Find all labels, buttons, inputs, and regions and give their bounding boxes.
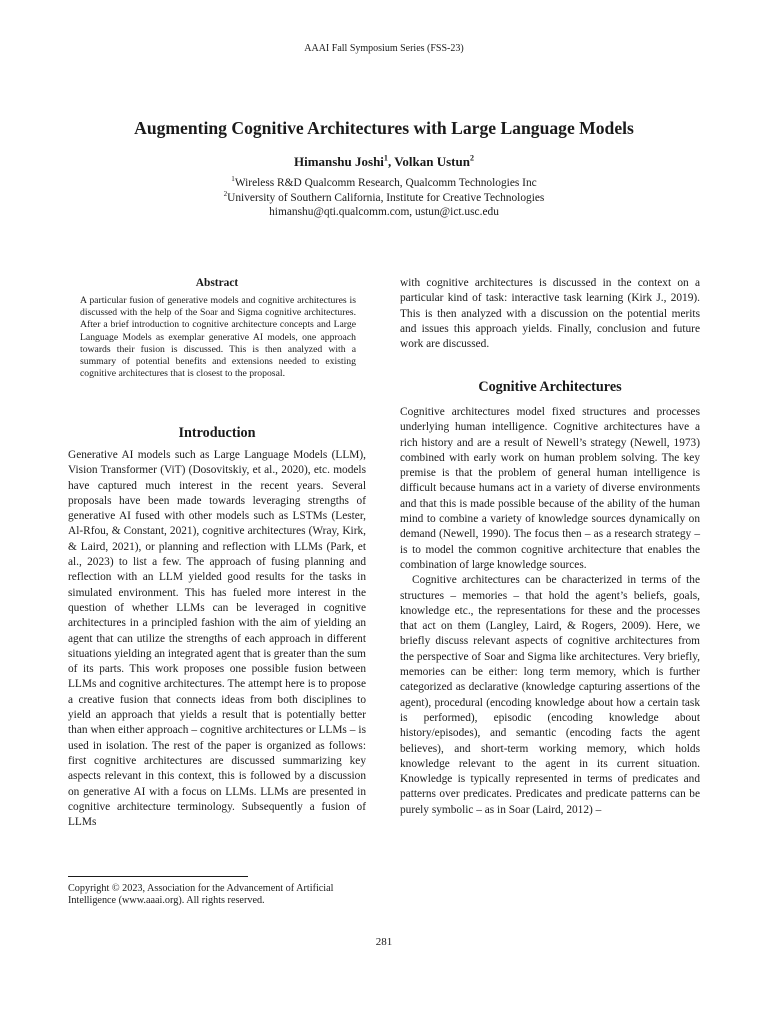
running-header: AAAI Fall Symposium Series (FSS-23) <box>304 43 464 54</box>
author-name-2: Volkan Ustun <box>394 154 470 169</box>
introduction-continuation <box>400 276 700 352</box>
affiliation-mark-2: 2 <box>223 189 228 198</box>
introduction-paragraph: Generative AI models such as Large Language Models (LLM), Vision Transformer (ViT) (Dosovitskiy, et al., 2020), etc. models have captured much interest in the recent years. Several proposals have been made towards leveraging strengths of generative AI fused with other models such as LSTMs (Lester, Al-Rfou, & Constant, 2021), cognitive architectures (Wray, Kirk, & Laird, 2021), or planning and reflection with LLMs (Park, et al., 2023) to list a few. The approach of fusing planning and reflection with an LLM yielded good results for the tasks in simulated environment. This has fueled more interest in the question of whether LLMs can be leveraged in cognitive architectures in a principled fashion with the aim of yielding an agent that can utilize the strengths of each approach in different situations yielding an integrated agent that is greater than the sum of its parts. This work proposes one possible fusion between LLMs and cognitive architectures. The attempt here is to propose a creative fusion that connects ideas from both disciplines to yield an approach that yields a result that is potentially better than when either approach – cognitive architectures or LLMs – is used in isolation. The rest of the paper is organized as follows: first cognitive architectures are discussed summarizing key aspects relevant in this context, this is followed by a discussion on generative AI with a focus on LLMs. LLMs are presented in cognitive architecture terminology. Subsequently a fusion of LLMs <box>68 449 367 829</box>
affiliation-text-2: University of Southern California, Institute for Creative Technologies <box>227 191 545 204</box>
page-number: 281 <box>375 936 393 948</box>
author-line <box>0 154 768 170</box>
footnote-rule <box>68 876 248 877</box>
cognitive-architectures-body <box>400 405 700 818</box>
affiliation-1 <box>0 176 768 191</box>
introduction-continuation-paragraph: with cognitive architectures is discussed in the context on a particular kind of task: interactive task learning (Kirk J., 2019). This is then analyzed with a discussion on the potential merits and issues this approach yields. Finally, conclusion and future work are discussed. <box>400 277 700 351</box>
affiliation-mark-1: 1 <box>231 175 235 184</box>
author-name-1: Himanshu Joshi <box>293 154 384 169</box>
author-emails: himanshu@qti.qualcomm.com, ustun@ict.usc.edu <box>269 206 499 219</box>
affiliation-text-1: Wireless R&D Qualcomm Research, Qualcomm Technologies Inc <box>234 177 537 189</box>
paper-title: Augmenting Cognitive Architectures with Large Language Models <box>134 118 634 138</box>
introduction-heading: Introduction <box>178 425 256 441</box>
author-separator: , <box>387 154 395 169</box>
introduction-body <box>68 448 366 830</box>
author-affil-mark-1: 1 <box>383 153 388 163</box>
copyright-footnote: Copyright © 2023, Association for the Advancement of Artificial Intelligence (www.aaai.org). All rights reserved. <box>68 883 334 906</box>
cognitive-architectures-heading: Cognitive Architectures <box>478 379 622 395</box>
author-affil-mark-2: 2 <box>469 153 475 163</box>
cognitive-architectures-paragraph-1: Cognitive architectures model fixed structures and processes underlying human intelligence. Cognitive architectures have a rich history and are a result of Newell’s strategy (Newell, 1973) combined with early work on human problem solving. The key premise is that the problem of general human intelligence is difficult because humans act in a variety of diverse environments and that this is made possible because of the ability of the human mind to combine a variety of knowledge sources dynamically on demand (Newell, 1990). The focus then – as a research strategy – is to model the common cognitive architecture that enables the combination of large knowledge sources. <box>400 406 700 571</box>
affiliations-block <box>0 176 768 220</box>
abstract-heading: Abstract <box>195 277 239 289</box>
cognitive-architectures-paragraph-2: Cognitive architectures can be characterized in terms of the structures – memories – that hold the agent’s beliefs, goals, knowledge etc., the representations for these and the processes that act on them (Langley, Laird, & Rogers, 2009). Here, we briefly discuss relevant aspects of cognitive architectures from the perspective of Soar and Sigma like architectures. Very briefly, memories can be either: long term memory, which is further categorized as declarative (knowledge capturing assertions of the agent), procedural (encoding knowledge about how a certain task is performed), episodic (encoding knowledge about history/episodes), and semantic (encoding facts the agent believes), and short-term working memory, which holds knowledge relevant to the agent in its current situation. Knowledge is typically represented in terms of predicates and patterns over predicates. Predicates and predicate patterns can be purely symbolic – as in Soar (Laird, 2012) – <box>400 574 700 816</box>
abstract-text: A particular fusion of generative models and cognitive architectures is discussed with the help of the Soar and Sigma cognitive architectures. After a brief introduction to cognitive architecture concepts and Large Language Models as exemplar generative AI models, one approach towards their fusion is discussed. This is then analyzed with a summary of potential benefits and extensions needed to existing cognitive architectures that is closest to the proposal. <box>80 295 356 380</box>
affiliation-2 <box>0 191 768 206</box>
